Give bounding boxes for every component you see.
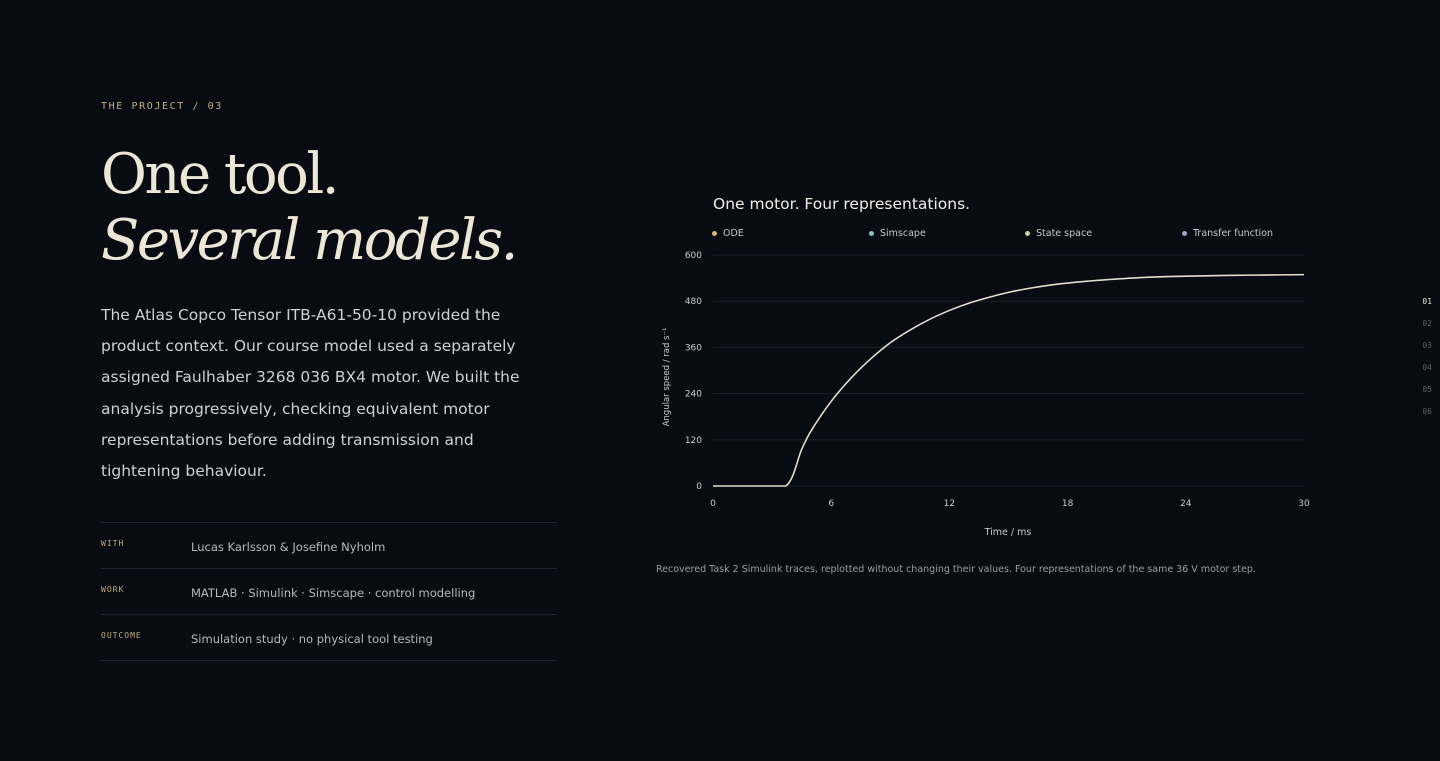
title-line-2: Several models. (101, 208, 516, 273)
legend-label: State space (1036, 228, 1093, 239)
lead-paragraph: The Atlas Copco Tensor ITB-A61-50-10 provided the product context. Our course model used a separately assigned Faulhaber 3268 036 BX4 motor. We built the analysis progressively, checking equivalent motor representations before adding transmission and tightening behaviour. (101, 306, 520, 481)
section-nav-item-01[interactable]: 01 (1422, 297, 1432, 306)
section-nav-item-03[interactable]: 03 (1422, 341, 1432, 350)
meta-row-with (101, 523, 557, 569)
y-tick-labels (685, 251, 702, 492)
meta-value: Simulation study · no physical tool testing (191, 632, 433, 646)
x-tick-label: 0 (710, 499, 716, 509)
eyebrow: THE PROJECT / 03 (101, 101, 223, 112)
y-axis-label: Angular speed / rad s⁻¹ (662, 327, 672, 427)
legend-item-transfer-function[interactable] (1182, 228, 1273, 239)
meta-key: WITH (101, 539, 125, 548)
legend-label: ODE (723, 228, 744, 239)
series-line (713, 275, 1304, 486)
section-nav-item-05[interactable]: 05 (1422, 385, 1432, 394)
legend-label: Transfer function (1193, 228, 1274, 239)
legend-label: Simscape (880, 228, 926, 239)
title-line-1: One tool. (101, 142, 338, 207)
chart-caption: Recovered Task 2 Simulink traces, replotted without changing their values. Four representations of the same 36 V motor step. (656, 564, 1256, 575)
section-nav-item-02[interactable]: 02 (1422, 319, 1432, 328)
x-tick-label: 24 (1180, 499, 1192, 509)
legend-dot-state-space (1025, 231, 1030, 236)
x-axis-label: Time / ms (984, 527, 1032, 538)
legend-item-simscape[interactable] (869, 228, 926, 239)
meta-value: MATLAB · Simulink · Simscape · control modelling (191, 586, 476, 600)
y-tick-label: 360 (684, 343, 702, 354)
x-tick-label: 12 (943, 499, 956, 509)
x-tick-label: 18 (1061, 499, 1074, 509)
legend-item-state-space[interactable] (1025, 228, 1092, 239)
legend-dot-ode (712, 231, 717, 236)
y-tick-label: 480 (684, 297, 702, 308)
x-tick-label: 6 (828, 499, 835, 509)
y-tick-label: 600 (684, 251, 702, 261)
meta-key: OUTCOME (101, 631, 142, 640)
y-tick-label: 0 (696, 482, 702, 492)
y-tick-label: 120 (684, 435, 702, 446)
meta-row-outcome (101, 615, 557, 661)
section-nav-item-04[interactable]: 04 (1422, 363, 1432, 372)
chart-legend (712, 228, 1312, 242)
meta-row-work (101, 569, 557, 615)
legend-item-ode[interactable] (712, 228, 744, 239)
section-nav-item-06[interactable]: 06 (1422, 407, 1432, 416)
legend-dot-simscape (869, 231, 874, 236)
chart-title: One motor. Four representations. (713, 195, 971, 213)
meta-key: WORK (101, 585, 125, 594)
line-chart (650, 245, 1330, 545)
section-nav (1412, 297, 1432, 429)
meta-value: Lucas Karlsson & Josefine Nyholm (191, 540, 386, 554)
meta-table (101, 522, 557, 661)
legend-dot-transfer-function (1182, 231, 1187, 236)
y-tick-label: 240 (684, 389, 702, 400)
x-tick-label: 30 (1298, 499, 1310, 509)
page-title (101, 142, 516, 274)
x-tick-labels (710, 499, 1310, 509)
